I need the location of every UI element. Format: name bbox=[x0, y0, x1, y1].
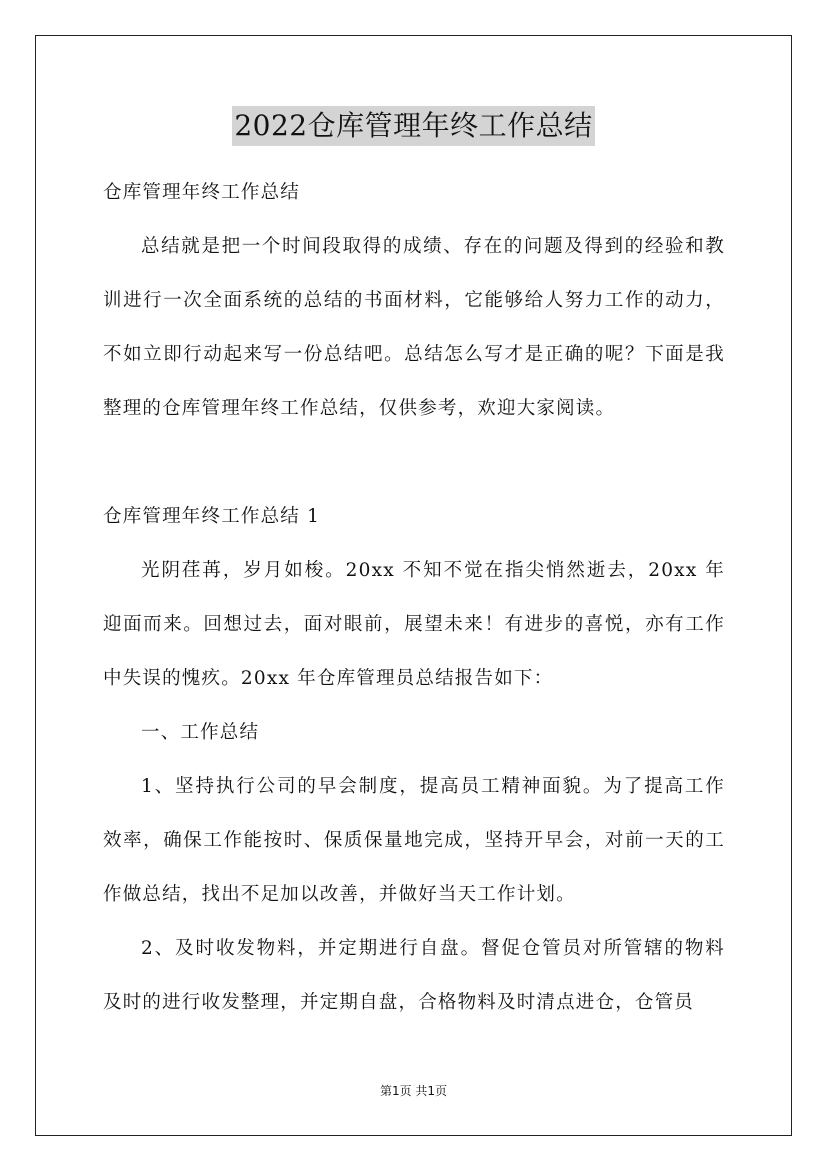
body-paragraph: 光阴荏苒，岁月如梭。20xx 不知不觉在指尖悄然逝去，20xx 年迎面而来。回想过去，面对眼前，展望未来！有进步的喜悦，亦有工作中失误的愧疚。20xx 年仓库管理员总结报告如下： bbox=[103, 560, 725, 689]
document-body bbox=[103, 166, 725, 1030]
section-heading: 仓库管理年终工作总结 bbox=[103, 182, 301, 203]
page-number: 第1页 共1页 bbox=[379, 1084, 448, 1098]
section-heading: 仓库管理年终工作总结 1 bbox=[103, 506, 321, 527]
body-paragraph: 1、坚持执行公司的早会制度，提高员工精神面貌。为了提高工作效率，确保工作能按时、保质保量地完成，坚持开早会，对前一天的工作做总结，找出不足加以改善，并做好当天工作计划。 bbox=[103, 776, 725, 905]
document-title bbox=[0, 104, 827, 146]
body-paragraph: 2、及时收发物料，并定期进行自盘。督促仓管员对所管辖的物料及时的进行收发整理，并定期自盘，合格物料及时清点进仓，仓管员 bbox=[103, 938, 725, 1013]
subsection-heading: 一、工作总结 bbox=[141, 722, 260, 743]
document-title-text: 2022仓库管理年终工作总结 bbox=[232, 106, 594, 146]
intro-paragraph: 总结就是把一个时间段取得的成绩、存在的问题及得到的经验和教训进行一次全面系统的总结的书面材料，它能够给人努力工作的动力，不如立即行动起来写一份总结吧。总结怎么写才是正确的呢？下面是我整理的仓库管理年终工作总结，仅供参考，欢迎大家阅读。 bbox=[103, 236, 725, 419]
